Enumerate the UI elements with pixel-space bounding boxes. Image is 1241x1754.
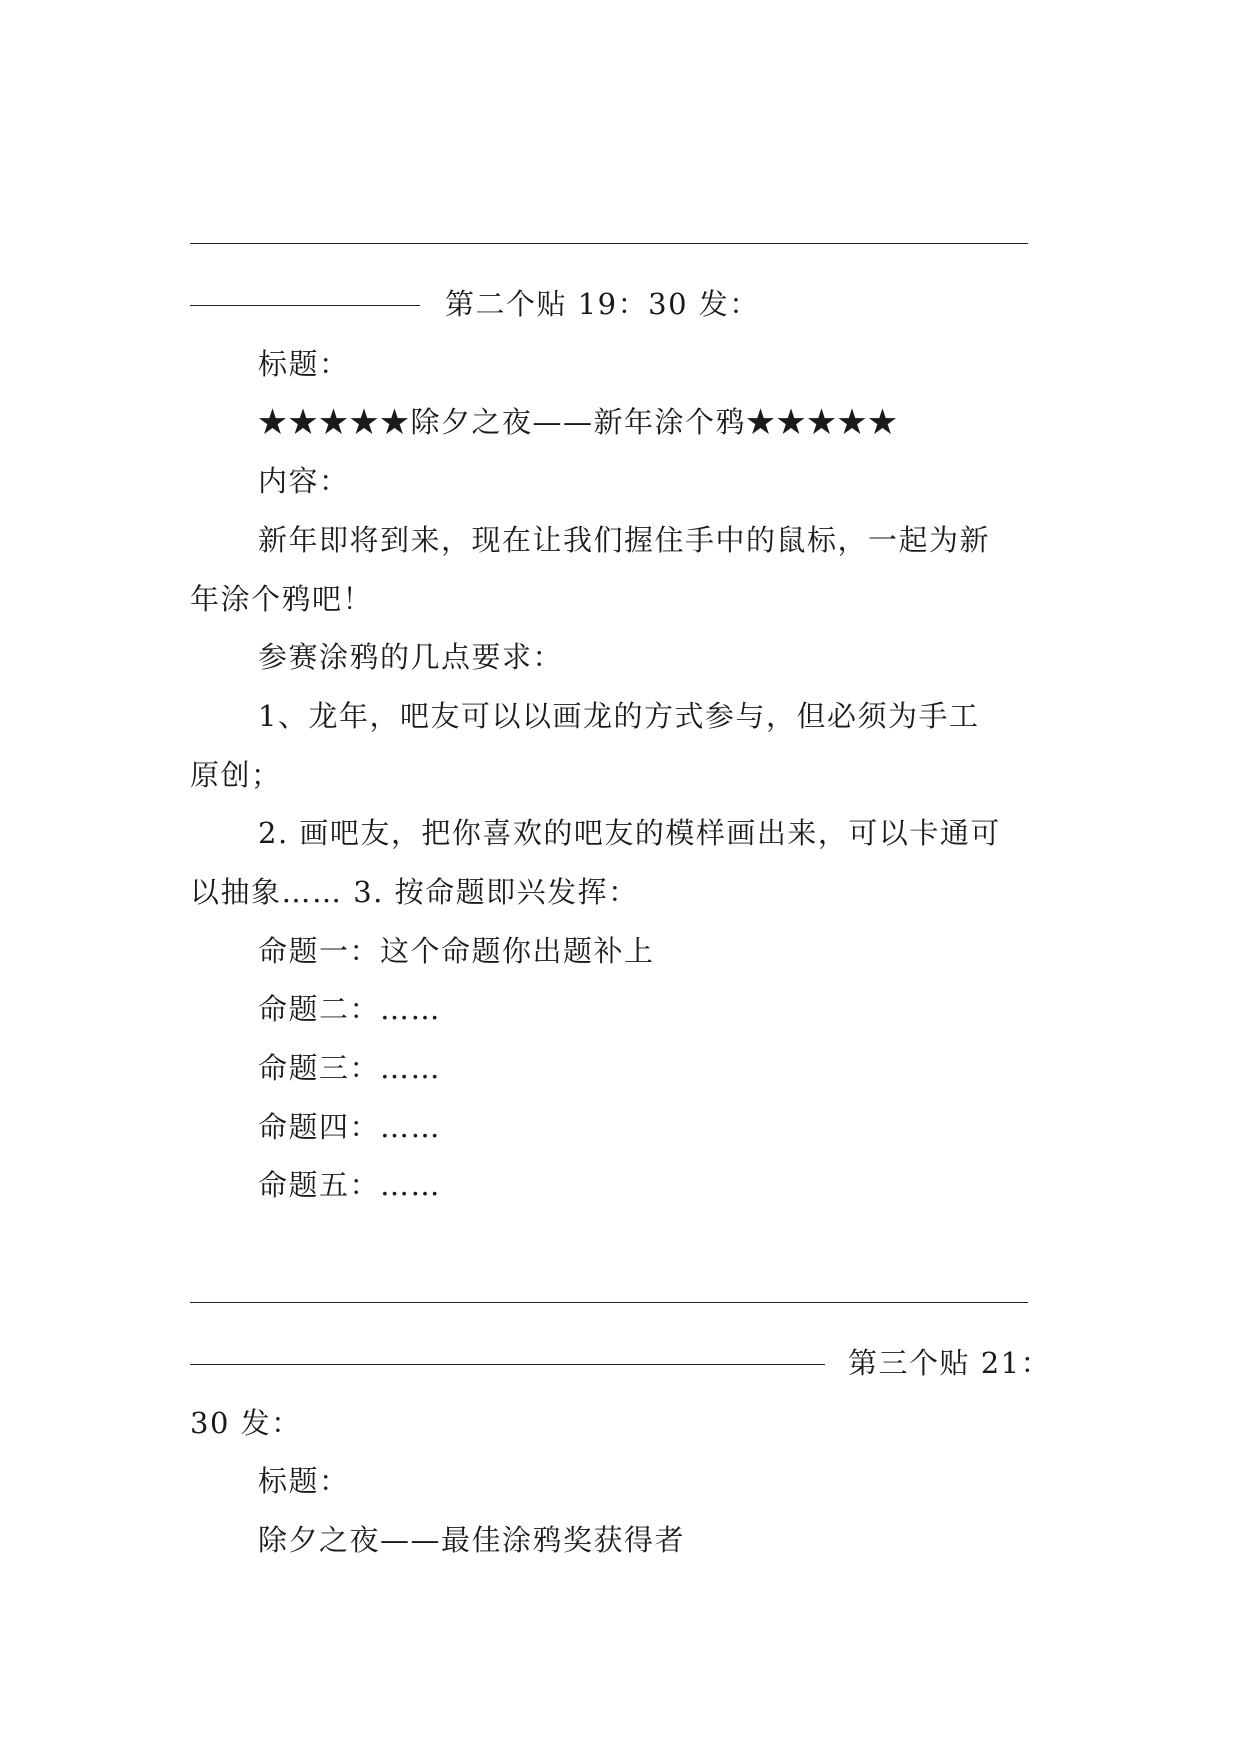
separator-line [190,1302,1028,1303]
post-title: ★★★★★除夕之夜——新年涂个鸦★★★★★ [258,405,899,439]
paragraph-line: 参赛涂鸦的几点要求： [258,640,564,674]
title-label: 标题： [258,347,350,381]
content-label: 内容： [258,464,350,498]
list-item: 命题三：…… [258,1051,442,1085]
separator-line [190,1364,825,1365]
post-heading: 第三个贴 21： [848,1346,1052,1380]
list-item: 命题一：这个命题你出题补上 [258,934,655,968]
list-item: 命题二：…… [258,992,442,1026]
paragraph-line: 新年即将到来，现在让我们握住手中的鼠标，一起为新 [258,523,991,557]
post-heading-continued: 30 发： [190,1406,302,1440]
list-item: 命题五：…… [258,1168,442,1202]
title-label: 标题： [258,1464,350,1498]
paragraph-line: 2. 画吧友，把你喜欢的吧友的模样画出来，可以卡通可 [258,816,1001,850]
post-heading: 第二个贴 19：30 发： [445,287,760,321]
paragraph-line: 以抽象…… 3. 按命题即兴发挥： [190,875,639,909]
separator-line [190,305,420,306]
paragraph-line: 原创； [190,758,282,792]
post-title: 除夕之夜——最佳涂鸦奖获得者 [258,1523,686,1557]
paragraph-line: 1、龙年，吧友可以以画龙的方式参与，但必须为手工 [258,699,980,733]
list-item: 命题四：…… [258,1110,442,1144]
paragraph-line: 年涂个鸦吧！ [190,582,374,616]
separator-line [190,243,1028,244]
